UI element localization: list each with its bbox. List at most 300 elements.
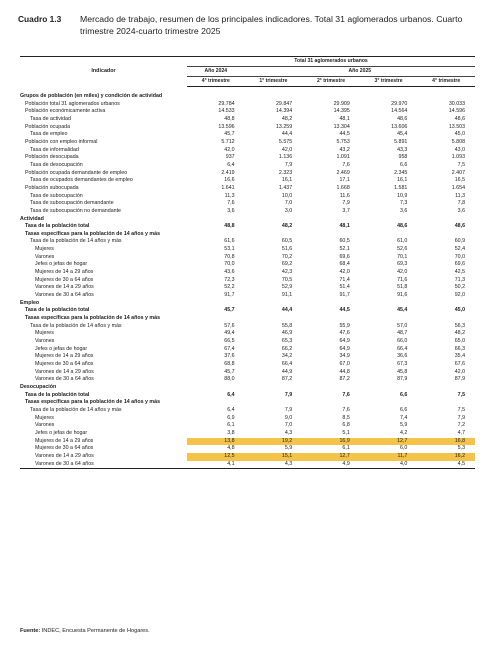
row-label: Población subocupada [25, 184, 79, 191]
row-label: Desocupación [20, 383, 57, 390]
table-row [20, 346, 475, 354]
table-body [20, 87, 475, 469]
row-label: Tasa de ocupados demandantes de empleo [30, 177, 133, 184]
table-row [20, 384, 475, 392]
indicator-header: Indicador [20, 57, 187, 87]
value-cell: 44,8 [339, 368, 350, 375]
value-cell: 44,5 [339, 131, 350, 138]
value-cell: 958 [398, 154, 408, 161]
table-row [20, 307, 475, 315]
table-row [20, 445, 475, 453]
value-cell: 4,5 [417, 461, 475, 469]
value-cell: 69,3 [397, 261, 408, 268]
value-cell: 42,3 [281, 269, 293, 276]
value-cell: 48,7 [397, 330, 408, 337]
value-cell: 19,2 [245, 438, 303, 446]
row-label: Tasa de la población de 14 años y más [30, 238, 122, 245]
table-row [20, 124, 475, 132]
value-cell: 6,6 [400, 161, 408, 168]
quarter-header: 3° trimestre [360, 77, 418, 87]
value-cell: 7,2 [457, 422, 466, 429]
row-label: Mujeres de 14 a 29 años [35, 353, 94, 360]
value-cell: 4,3 [284, 429, 293, 436]
row-label: Varones de 14 a 29 años [35, 452, 94, 459]
value-cell: 91,7 [339, 292, 350, 299]
quarter-header: 4° trimestre [187, 77, 245, 87]
table-row [20, 438, 475, 446]
row-label: Tasa de la población total [25, 391, 90, 398]
value-cell: 16,8 [417, 438, 475, 446]
value-cell: 65,0 [454, 338, 466, 344]
value-cell: 12,7 [302, 453, 360, 461]
value-cell [302, 399, 360, 407]
value-cell: 64,9 [339, 345, 350, 352]
table-row [20, 323, 475, 331]
value-cell [245, 315, 303, 323]
value-cell: 29.847 [275, 100, 293, 107]
value-cell: 7,8 [457, 200, 466, 207]
value-cell: 44,9 [281, 368, 293, 375]
value-cell: 48,6 [454, 223, 466, 230]
value-cell: 6,8 [342, 422, 350, 429]
value-cell: 5.808 [451, 138, 466, 145]
value-cell: 13.304 [333, 123, 350, 130]
value-cell [187, 384, 245, 392]
table-row [20, 238, 475, 246]
value-cell: 48,1 [339, 223, 350, 230]
value-cell: 1.654 [451, 184, 466, 191]
value-cell: 5,9 [284, 445, 293, 452]
value-cell [360, 93, 418, 101]
row-label: Mujeres de 14 a 29 años [35, 269, 94, 276]
value-cell: 49,4 [224, 330, 235, 337]
value-cell [417, 399, 475, 407]
value-cell: 52,6 [397, 246, 408, 253]
value-cell: 3,6 [227, 207, 235, 214]
value-cell: 11,3 [224, 192, 235, 199]
value-cell: 70,1 [397, 253, 408, 260]
value-cell: 47,6 [339, 330, 350, 337]
value-cell: 13.596 [218, 123, 235, 130]
row-label: Varones [35, 338, 55, 344]
table-row [20, 277, 475, 285]
table-row [20, 338, 475, 346]
value-cell: 14.564 [391, 108, 408, 115]
value-cell [302, 300, 360, 308]
group-header: Total 31 aglomerados urbanos [187, 57, 475, 67]
value-cell: 1.437 [278, 184, 293, 191]
value-cell: 45,8 [397, 368, 408, 375]
value-cell: 13.606 [391, 123, 408, 130]
value-cell: 6,4 [227, 391, 235, 398]
value-cell: 70,8 [224, 253, 235, 260]
table-row [20, 154, 475, 162]
value-cell: 70,5 [281, 276, 293, 283]
quarter-header: 4° trimestre [417, 77, 475, 87]
value-cell: 87,9 [454, 376, 466, 383]
value-cell: 48,2 [454, 330, 466, 337]
value-cell: 1.581 [394, 184, 408, 191]
value-cell: 71,6 [397, 276, 408, 283]
value-cell: 61,6 [224, 238, 235, 245]
value-cell: 48,1 [339, 115, 350, 122]
quarter-header: 2° trimestre [302, 77, 360, 87]
table-row [20, 170, 475, 178]
value-cell: 9,0 [284, 414, 293, 421]
value-cell: 66,2 [281, 345, 293, 352]
value-cell: 4,8 [227, 445, 235, 452]
value-cell: 937 [225, 154, 235, 161]
value-cell: 11,3 [455, 192, 466, 199]
value-cell [417, 216, 475, 224]
value-cell: 5.753 [336, 138, 350, 145]
table-row [20, 369, 475, 377]
table-row [20, 93, 475, 101]
value-cell: 48,8 [224, 115, 235, 122]
value-cell: 2.407 [451, 169, 466, 176]
value-cell: 6,0 [400, 445, 408, 452]
table-row [20, 361, 475, 369]
value-cell: 5.891 [394, 138, 408, 145]
table-row [20, 139, 475, 147]
row-label: Tasa de empleo [30, 131, 68, 138]
row-label: Varones de 14 a 29 años [35, 368, 94, 375]
value-cell: 55,8 [281, 322, 293, 329]
value-cell: 5,3 [457, 445, 466, 452]
value-cell: 45,7 [224, 131, 235, 138]
value-cell: 45,4 [397, 131, 408, 138]
value-cell: 46,9 [281, 330, 293, 337]
value-cell: 2.469 [336, 169, 350, 176]
table-row [20, 200, 475, 208]
row-label: Mujeres de 30 a 64 años [35, 360, 94, 367]
value-cell: 6,1 [342, 445, 350, 452]
value-cell: 4,1 [187, 461, 245, 469]
value-cell: 4,9 [302, 461, 360, 469]
row-label: Varones de 30 a 64 años [20, 461, 187, 469]
value-cell: 7,9 [284, 391, 293, 398]
value-cell [360, 384, 418, 392]
value-cell: 7,6 [342, 391, 350, 398]
value-cell: 71,4 [339, 276, 350, 283]
row-label: Tasa de desocupación [30, 161, 83, 168]
table-row [20, 131, 475, 139]
value-cell [245, 399, 303, 407]
row-label: Tasa de la población de 14 años y más [30, 322, 122, 329]
row-label: Grupos de población (en miles) y condición de actividad [20, 93, 163, 99]
value-cell: 66,3 [454, 345, 466, 352]
value-cell: 42,5 [454, 269, 466, 276]
value-cell: 2.419 [221, 169, 235, 176]
row-label: Mujeres [35, 330, 54, 337]
value-cell: 70,2 [281, 253, 293, 260]
value-cell [360, 216, 418, 224]
value-cell: 16,6 [224, 177, 235, 184]
value-cell [245, 384, 303, 392]
row-label: Varones de 30 a 64 años [35, 292, 94, 299]
table-title: Mercado de trabajo, resumen de los principales indicadores. Total 31 aglomerados urbanos. Cuarto trimestre 2024-cuarto trimestre 2025 [80, 14, 463, 36]
value-cell: 6,6 [400, 406, 408, 413]
row-label: Tasa de subocupación [30, 192, 83, 199]
value-cell: 34,9 [339, 353, 350, 360]
value-cell: 87,2 [339, 376, 350, 383]
value-cell [187, 231, 245, 239]
value-cell: 42,0 [281, 146, 293, 153]
row-label: Tasa de actividad [30, 115, 71, 122]
value-cell [245, 93, 303, 101]
table-row [20, 246, 475, 254]
value-cell: 2.345 [394, 169, 408, 176]
value-cell [187, 399, 245, 407]
value-cell: 16,1 [281, 177, 293, 184]
table-row [20, 254, 475, 262]
row-label: Población con empleo informal [25, 138, 98, 145]
value-cell [302, 216, 360, 224]
table-row [20, 399, 475, 407]
row-label: Tasa de la población de 14 años y más [30, 406, 122, 413]
row-label: Mujeres de 14 a 29 años [35, 437, 94, 444]
value-cell: 52,1 [339, 246, 350, 253]
value-cell: 43,6 [224, 269, 235, 276]
value-cell: 16,9 [302, 438, 360, 446]
value-cell: 51,4 [339, 284, 350, 291]
value-cell: 60,5 [339, 238, 350, 245]
value-cell: 3,6 [457, 207, 466, 214]
table-row [20, 216, 475, 224]
value-cell: 67,4 [224, 345, 235, 352]
row-label: Población económicamente activa [25, 108, 106, 115]
value-cell: 16,5 [454, 177, 466, 184]
value-cell: 7,3 [400, 200, 408, 207]
value-cell: 7,9 [284, 406, 293, 413]
value-cell: 66,4 [397, 345, 408, 352]
value-cell: 29.784 [218, 100, 235, 107]
value-cell: 1.136 [278, 154, 293, 161]
value-cell: 6,6 [400, 391, 408, 398]
value-cell: 5.712 [221, 138, 235, 145]
table-row [20, 284, 475, 292]
value-cell: 8,5 [342, 414, 350, 421]
value-cell: 7,0 [284, 200, 293, 207]
value-cell: 48,8 [224, 223, 235, 230]
value-cell: 60,5 [281, 238, 293, 245]
value-cell: 10,0 [281, 192, 293, 199]
value-cell: 7,6 [227, 200, 235, 207]
table-row [20, 461, 475, 469]
value-cell: 29.909 [333, 100, 350, 107]
value-cell: 51,6 [281, 246, 293, 253]
row-label: Varones de 30 a 64 años [35, 376, 94, 383]
value-cell [417, 93, 475, 101]
value-cell: 68,4 [339, 261, 350, 268]
row-label: Varones de 14 a 29 años [35, 284, 94, 291]
value-cell: 88,0 [224, 376, 235, 383]
value-cell: 44,4 [281, 131, 293, 138]
value-cell: 44,4 [281, 307, 293, 314]
value-cell: 11,7 [360, 453, 418, 461]
quarter-header: 1° trimestre [245, 77, 303, 87]
row-label: Mujeres de 30 a 64 años [35, 276, 94, 283]
value-cell [245, 300, 303, 308]
table-row [20, 177, 475, 185]
value-cell: 56,3 [454, 322, 466, 329]
value-cell [417, 231, 475, 239]
table-row [20, 422, 475, 430]
value-cell [302, 315, 360, 323]
table-row [20, 407, 475, 415]
value-cell [187, 216, 245, 224]
value-cell: 17,1 [339, 177, 350, 184]
value-cell: 66,0 [397, 338, 408, 344]
value-cell: 16,1 [397, 177, 408, 184]
value-cell: 64,9 [339, 338, 350, 344]
value-cell: 2.323 [278, 169, 293, 176]
value-cell: 70,0 [224, 261, 235, 268]
row-label: Tasas específicas para la población de 14 años y más [25, 315, 161, 322]
value-cell [360, 315, 418, 323]
table-row [20, 231, 475, 239]
table-row [20, 392, 475, 400]
value-cell: 1.668 [336, 184, 350, 191]
value-cell: 10,9 [397, 192, 408, 199]
row-label: Varones [35, 422, 55, 429]
value-cell: 87,2 [281, 376, 293, 383]
value-cell: 7,5 [457, 161, 466, 168]
row-label: Empleo [20, 299, 40, 306]
value-cell: 3,7 [342, 207, 350, 214]
value-cell [417, 315, 475, 323]
value-cell [417, 384, 475, 392]
value-cell: 4,0 [360, 461, 418, 469]
value-cell: 43,3 [397, 146, 408, 153]
value-cell: 7,5 [457, 406, 466, 413]
table-row [20, 208, 475, 216]
value-cell: 35,4 [454, 353, 466, 360]
value-cell [360, 300, 418, 308]
value-cell: 48,6 [397, 223, 408, 230]
value-cell: 45,4 [397, 307, 408, 314]
value-cell: 13.259 [275, 123, 293, 130]
value-cell: 29.970 [391, 100, 408, 107]
value-cell: 48,2 [281, 115, 293, 122]
value-cell: 91,7 [224, 292, 235, 299]
row-label: Tasa de la población total [25, 307, 90, 314]
value-cell: 7,9 [284, 161, 293, 168]
value-cell: 53,1 [224, 246, 235, 253]
value-cell: 45,7 [224, 307, 235, 314]
value-cell: 66,4 [281, 360, 293, 367]
source-note [20, 628, 150, 634]
value-cell: 42,0 [224, 146, 235, 153]
value-cell: 71,3 [454, 276, 466, 283]
value-cell: 68,8 [224, 360, 235, 367]
row-label: Jefes o jefas de hogar [35, 429, 88, 436]
value-cell: 48,2 [281, 223, 293, 230]
value-cell: 1.641 [221, 184, 235, 191]
value-cell [245, 216, 303, 224]
value-cell: 34,2 [281, 353, 293, 360]
table-row [20, 300, 475, 308]
value-cell: 5,9 [400, 422, 408, 429]
table-row [20, 269, 475, 277]
row-label: Tasa de la población total [25, 223, 90, 230]
value-cell: 4,7 [457, 429, 466, 436]
value-cell: 52,9 [281, 284, 293, 291]
value-cell: 7,5 [457, 391, 466, 398]
value-cell: 61,0 [397, 238, 408, 245]
value-cell: 4,3 [245, 461, 303, 469]
value-cell: 14.395 [333, 108, 350, 115]
value-cell: 12,7 [360, 438, 418, 446]
value-cell: 14.394 [275, 108, 293, 115]
value-cell: 11,6 [339, 192, 350, 199]
row-label: Jefes o jefas de hogar [35, 345, 88, 352]
table-row [20, 353, 475, 361]
row-label: Tasas específicas para la población de 14 años y más [25, 399, 161, 406]
value-cell: 65,3 [281, 338, 293, 344]
value-cell: 30.033 [448, 100, 466, 107]
value-cell: 69,6 [454, 261, 466, 268]
value-cell: 7,0 [284, 422, 293, 429]
table-row [20, 185, 475, 193]
table-row [20, 415, 475, 423]
row-label: Población ocupada demandante de empleo [25, 169, 128, 176]
value-cell: 16,2 [417, 453, 475, 461]
table-row [20, 147, 475, 155]
value-cell: 5.575 [278, 138, 293, 145]
value-cell [417, 300, 475, 308]
value-cell: 15,1 [245, 453, 303, 461]
value-cell: 57,6 [224, 322, 235, 329]
row-label: Tasa de informalidad [30, 146, 79, 153]
table-row [20, 453, 475, 461]
labor-market-table [20, 56, 475, 469]
year-2024-header: Año 2024 [187, 67, 245, 77]
table-row [20, 315, 475, 323]
source-label: Fuente: [20, 628, 41, 634]
row-label: Tasa de subocupación demandante [30, 200, 114, 207]
value-cell: 7,6 [342, 161, 350, 168]
value-cell [187, 93, 245, 101]
value-cell: 6,1 [227, 422, 235, 429]
value-cell: 4,2 [400, 429, 408, 436]
value-cell [360, 399, 418, 407]
table-row [20, 330, 475, 338]
value-cell: 1.091 [336, 154, 350, 161]
value-cell: 52,2 [224, 284, 235, 291]
value-cell: 42,0 [397, 269, 408, 276]
value-cell: 14.596 [448, 108, 466, 115]
row-label: Actividad [20, 215, 44, 222]
value-cell: 50,2 [454, 284, 466, 291]
value-cell: 72,3 [224, 276, 235, 283]
table-row [20, 292, 475, 300]
value-cell: 1.093 [451, 154, 466, 161]
value-cell: 44,5 [339, 307, 350, 314]
table-row [20, 108, 475, 116]
table-row [20, 223, 475, 231]
value-cell [245, 231, 303, 239]
value-cell: 67,6 [454, 360, 466, 367]
value-cell: 55,9 [339, 322, 350, 329]
value-cell: 67,0 [339, 360, 350, 367]
table-row [20, 376, 475, 384]
value-cell: 67,3 [397, 360, 408, 367]
value-cell: 57,0 [397, 322, 408, 329]
value-cell: 6,9 [227, 414, 235, 421]
value-cell: 7,9 [342, 200, 350, 207]
value-cell: 51,8 [397, 284, 408, 291]
